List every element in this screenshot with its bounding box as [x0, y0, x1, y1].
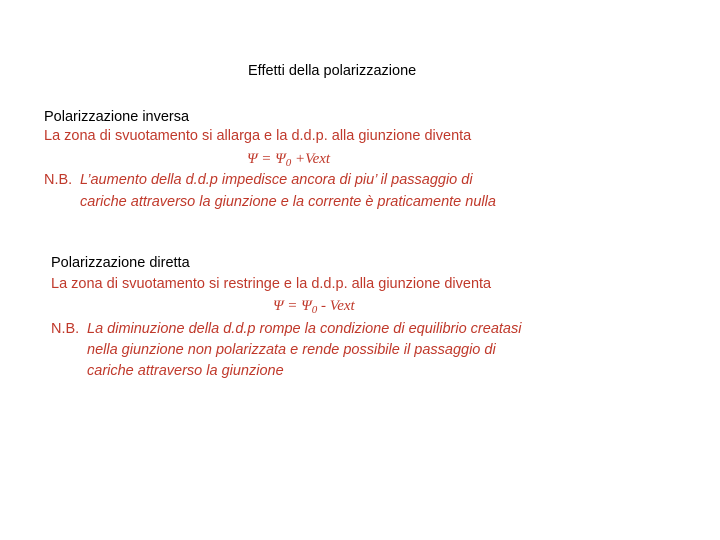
equation: [273, 297, 355, 319]
note-line-1: La diminuzione della d.d.p rompe la condizione di equilibrio creatasi: [87, 321, 522, 337]
note-line-1: L’aumento della d.d.p impedisce ancora di piu’ il passaggio di: [80, 172, 473, 188]
equation-subscript: 0: [311, 304, 318, 316]
equation-subscript: 0: [285, 157, 292, 169]
note-label: N.B.: [51, 321, 80, 337]
note-line-3: cariche attraverso la giunzione: [87, 363, 284, 379]
equation-rhs: +Vext: [291, 151, 331, 167]
equation-lhs: Ψ = Ψ: [273, 298, 312, 314]
section-description: La zona di svuotamento si restringe e la d.d.p. alla giunzione diventa: [51, 276, 492, 292]
section-description: La zona di svuotamento si allarga e la d.d.p. alla giunzione diventa: [44, 128, 472, 144]
note-label: N.B.: [44, 172, 73, 188]
page-title: Effetti della polarizzazione: [248, 63, 417, 79]
section-heading: Polarizzazione inversa: [44, 109, 190, 125]
equation: [247, 150, 330, 172]
equation-lhs: Ψ = Ψ: [247, 151, 286, 167]
equation-rhs: - Vext: [317, 298, 355, 314]
section-heading: Polarizzazione diretta: [51, 255, 190, 271]
note-line-2: cariche attraverso la giunzione e la corrente è praticamente nulla: [80, 194, 496, 210]
note-line-2: nella giunzione non polarizzata e rende possibile il passaggio di: [87, 342, 496, 358]
